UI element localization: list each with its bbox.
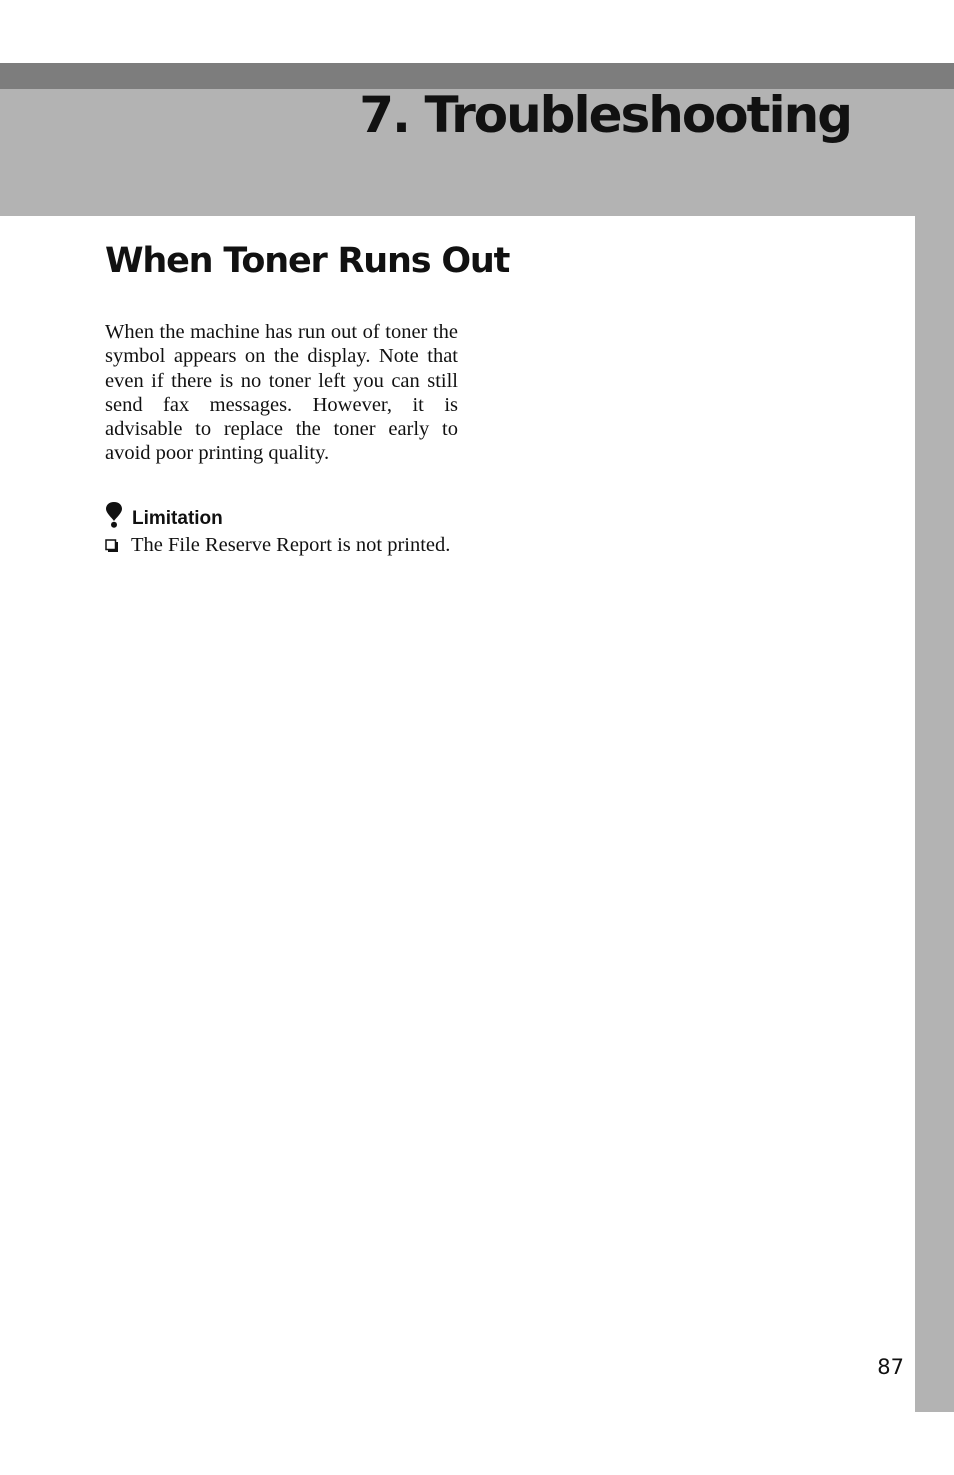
limitation-item-text: The File Reserve Report is not printed. bbox=[131, 534, 451, 556]
chapter-title: 7. Troubleshooting bbox=[359, 86, 851, 144]
limitation-label: Limitation bbox=[132, 508, 223, 529]
limitation-heading bbox=[105, 502, 223, 528]
checkbox-icon bbox=[105, 539, 119, 553]
limitation-icon bbox=[105, 502, 123, 528]
section-body-text: When the machine has run out of toner the symbol appears on the display. Note that even if there is no toner left you can still send fax messages. However, it is advisable to replace the toner early to avoid poor printing quality. bbox=[105, 321, 458, 465]
section-title: When Toner Runs Out bbox=[105, 241, 510, 281]
limitation-list-item bbox=[105, 533, 458, 557]
page-number: 87 bbox=[877, 1355, 904, 1379]
side-margin-strip bbox=[915, 216, 954, 1412]
